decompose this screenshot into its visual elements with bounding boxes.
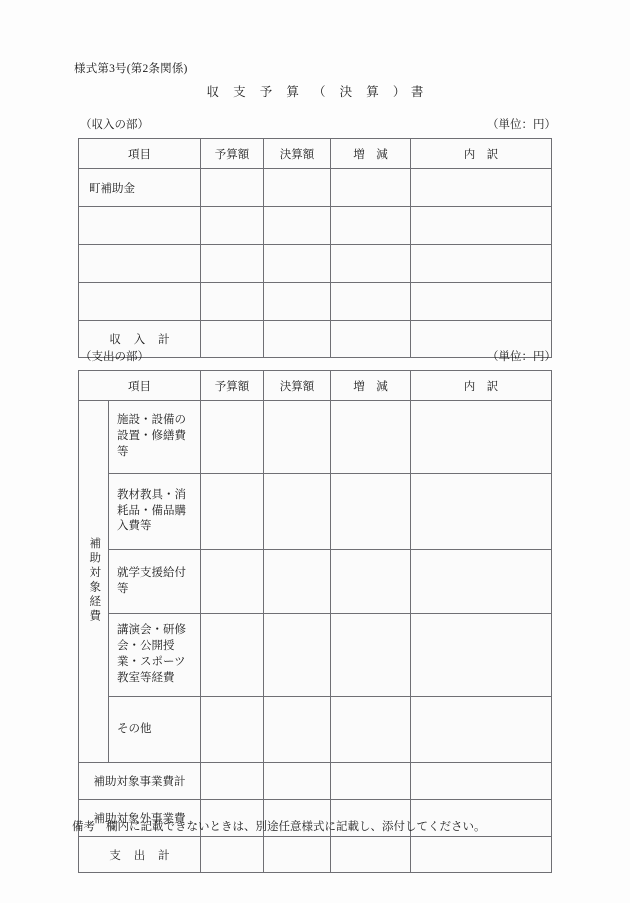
- income-row-breakdown[interactable]: [411, 207, 552, 245]
- expense-col-change: 増 減: [331, 371, 411, 401]
- income-row-budget[interactable]: [201, 245, 264, 283]
- income-row-settlement[interactable]: [264, 283, 331, 321]
- table-row: [79, 169, 552, 207]
- expense-sub-change[interactable]: [331, 550, 411, 614]
- table-row: [79, 614, 552, 697]
- expense-unit-label: （単位：円）: [487, 351, 556, 363]
- expense-sub-change[interactable]: [331, 614, 411, 697]
- expense-sub-change[interactable]: [331, 401, 411, 474]
- income-row-item[interactable]: [79, 245, 201, 283]
- income-row-item[interactable]: [79, 207, 201, 245]
- expense-group-label-cell: [79, 401, 109, 763]
- expense-total-breakdown[interactable]: [411, 837, 552, 873]
- income-row-item[interactable]: [79, 283, 201, 321]
- income-col-item: 項目: [79, 139, 201, 169]
- expense-sub-settlement[interactable]: [264, 614, 331, 697]
- expense-sub-item: 講演会・研修会・公開授業・スポーツ教室等経費: [109, 614, 201, 697]
- note-label: 備考: [72, 821, 95, 833]
- table-row: [79, 763, 552, 800]
- expense-sub-settlement[interactable]: [264, 550, 331, 614]
- expense-summary-settlement[interactable]: [264, 763, 331, 800]
- expense-sub-budget[interactable]: [201, 474, 264, 550]
- expense-sub-item: その他: [109, 697, 201, 763]
- expense-total-budget[interactable]: [201, 837, 264, 873]
- income-col-change: 増 減: [331, 139, 411, 169]
- expense-summary-label: 補助対象事業費計: [79, 763, 201, 800]
- income-table: [78, 138, 552, 358]
- expense-summary-budget[interactable]: [201, 763, 264, 800]
- income-section-label: （収入の部）: [80, 119, 149, 131]
- expense-col-item: 項目: [79, 371, 201, 401]
- income-col-breakdown: 内 訳: [411, 139, 552, 169]
- document-title: 収 支 予 算 （ 決 算 ）書: [206, 85, 429, 99]
- income-unit-label: （単位：円）: [487, 119, 556, 131]
- income-row-change[interactable]: [331, 207, 411, 245]
- expense-sub-breakdown[interactable]: [411, 401, 552, 474]
- table-row: [79, 550, 552, 614]
- expense-sub-settlement[interactable]: [264, 401, 331, 474]
- expense-total-change[interactable]: [331, 837, 411, 873]
- expense-sub-item: 教材教具・消耗品・備品購入費等: [109, 474, 201, 550]
- expense-col-budget: 予算額: [201, 371, 264, 401]
- income-row-change[interactable]: [331, 245, 411, 283]
- expense-sub-budget[interactable]: [201, 401, 264, 474]
- expense-sub-budget[interactable]: [201, 614, 264, 697]
- table-row: [79, 474, 552, 550]
- expense-col-breakdown: 内 訳: [411, 371, 552, 401]
- expense-summary-change[interactable]: [331, 763, 411, 800]
- table-row: [79, 207, 552, 245]
- expense-summary-label: 補助対象外事業費: [79, 800, 201, 837]
- income-row-settlement[interactable]: [264, 169, 331, 207]
- table-row: [79, 283, 552, 321]
- expense-sub-settlement[interactable]: [264, 697, 331, 763]
- income-row-breakdown[interactable]: [411, 283, 552, 321]
- income-col-settlement: 決算額: [264, 139, 331, 169]
- income-header-row: [79, 139, 552, 169]
- table-row: [79, 697, 552, 763]
- income-col-budget: 予算額: [201, 139, 264, 169]
- form-number: 様式第3号(第2条関係): [74, 63, 188, 75]
- income-total-budget[interactable]: [201, 321, 264, 358]
- expense-group-label: 補助対象経費: [88, 536, 101, 624]
- expense-summary-breakdown[interactable]: [411, 763, 552, 800]
- table-row: [79, 245, 552, 283]
- expense-sub-item: 就学支援給付等: [109, 550, 201, 614]
- expense-sub-change[interactable]: [331, 474, 411, 550]
- income-row-breakdown[interactable]: [411, 245, 552, 283]
- expense-sub-breakdown[interactable]: [411, 697, 552, 763]
- expense-section-label: （支出の部）: [80, 351, 149, 363]
- expense-sub-breakdown[interactable]: [411, 614, 552, 697]
- expense-header-row: [79, 371, 552, 401]
- expense-col-settlement: 決算額: [264, 371, 331, 401]
- expense-total-label: 支 出 計: [79, 837, 201, 873]
- income-total-settlement[interactable]: [264, 321, 331, 358]
- table-row: [79, 401, 552, 474]
- expense-sub-budget[interactable]: [201, 550, 264, 614]
- income-row-change[interactable]: [331, 169, 411, 207]
- note-line: [72, 818, 486, 834]
- expense-sub-breakdown[interactable]: [411, 474, 552, 550]
- expense-sub-breakdown[interactable]: [411, 550, 552, 614]
- income-row-budget[interactable]: [201, 207, 264, 245]
- income-total-row: [79, 321, 552, 358]
- income-total-change[interactable]: [331, 321, 411, 358]
- expense-sub-budget[interactable]: [201, 697, 264, 763]
- expense-total-row: [79, 837, 552, 873]
- income-row-settlement[interactable]: [264, 207, 331, 245]
- note-text: 欄内に記載できないときは、別途任意様式に記載し、添付してください。: [106, 821, 486, 833]
- expense-table: [78, 370, 552, 873]
- income-row-settlement[interactable]: [264, 245, 331, 283]
- income-row-item: 町補助金: [79, 169, 201, 207]
- expense-sub-change[interactable]: [331, 697, 411, 763]
- expense-total-settlement[interactable]: [264, 837, 331, 873]
- income-row-breakdown[interactable]: [411, 169, 552, 207]
- income-row-change[interactable]: [331, 283, 411, 321]
- expense-sub-item: 施設・設備の設置・修繕費等: [109, 401, 201, 474]
- income-row-budget[interactable]: [201, 169, 264, 207]
- income-total-label: 収 入 計: [79, 321, 201, 358]
- income-row-budget[interactable]: [201, 283, 264, 321]
- expense-sub-settlement[interactable]: [264, 474, 331, 550]
